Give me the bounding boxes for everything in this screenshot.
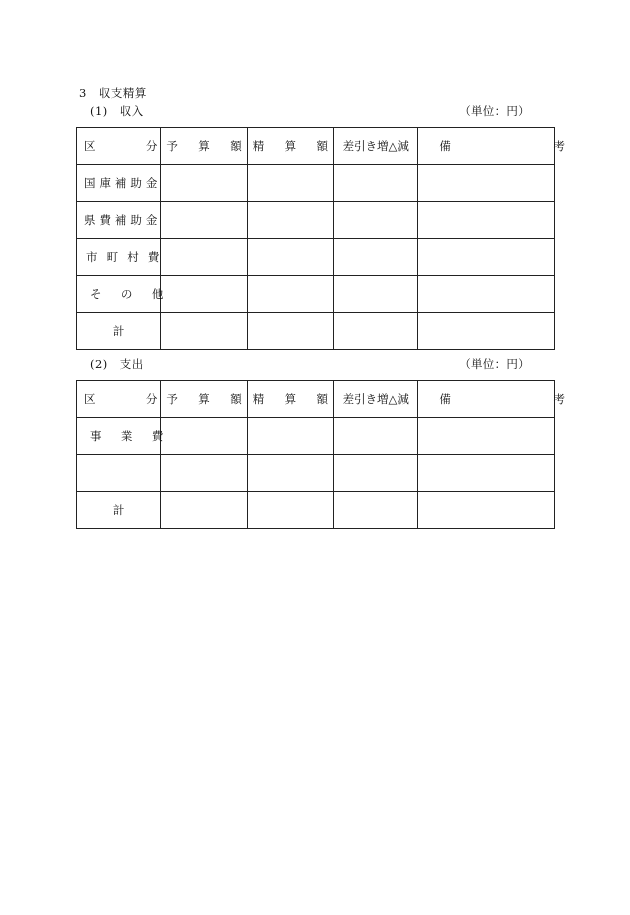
header-settlement: 精 算 額: [247, 128, 333, 165]
table-row: [77, 418, 555, 455]
header-remarks: 備 考: [418, 128, 555, 165]
table-row: [77, 492, 555, 529]
row-label-project-cost: 事 業 費: [77, 418, 161, 455]
table-row: [77, 239, 555, 276]
difference-cell[interactable]: [334, 492, 418, 529]
settlement-cell[interactable]: [247, 455, 333, 492]
header-category: 区 分: [77, 128, 161, 165]
budget-cell[interactable]: [161, 418, 247, 455]
settlement-cell[interactable]: [247, 202, 333, 239]
difference-cell[interactable]: [334, 202, 418, 239]
difference-cell[interactable]: [334, 276, 418, 313]
row-label-other: そ の 他: [77, 276, 161, 313]
settlement-cell[interactable]: [247, 239, 333, 276]
header-settlement: 精 算 額: [247, 381, 333, 418]
remarks-cell[interactable]: [418, 239, 555, 276]
budget-cell[interactable]: [161, 313, 247, 350]
settlement-cell[interactable]: [247, 165, 333, 202]
remarks-cell[interactable]: [418, 165, 555, 202]
remarks-cell[interactable]: [418, 313, 555, 350]
budget-cell[interactable]: [161, 276, 247, 313]
row-label-blank[interactable]: [77, 455, 161, 492]
table-row: [77, 455, 555, 492]
income-table: [76, 127, 565, 350]
budget-cell[interactable]: [161, 239, 247, 276]
header-budget: 予 算 額: [161, 381, 247, 418]
table-row: [77, 313, 555, 350]
budget-cell[interactable]: [161, 455, 247, 492]
table-row: [77, 276, 555, 313]
remarks-cell[interactable]: [418, 276, 555, 313]
row-label-prefectural-subsidy: 県 費 補 助 金: [77, 202, 161, 239]
remarks-cell[interactable]: [418, 455, 555, 492]
difference-cell[interactable]: [334, 165, 418, 202]
difference-cell[interactable]: [334, 418, 418, 455]
row-label-total: 計: [77, 492, 161, 529]
income-unit-label: （単位：円）: [459, 104, 530, 118]
difference-cell[interactable]: [334, 313, 418, 350]
income-subtitle: (1) 収入: [90, 104, 144, 118]
header-difference: 差引き増△減: [334, 128, 418, 165]
row-label-national-subsidy: 国 庫 補 助 金: [77, 165, 161, 202]
table-row: [77, 165, 555, 202]
settlement-cell[interactable]: [247, 418, 333, 455]
settlement-cell[interactable]: [247, 276, 333, 313]
expense-subtitle: (2) 支出: [90, 357, 144, 371]
remarks-cell[interactable]: [418, 492, 555, 529]
header-category: 区 分: [77, 381, 161, 418]
row-label-total: 計: [77, 313, 161, 350]
difference-cell[interactable]: [334, 455, 418, 492]
settlement-cell[interactable]: [247, 492, 333, 529]
row-label-municipal-cost: 市 町 村 費: [77, 239, 161, 276]
table-row: [77, 202, 555, 239]
remarks-cell[interactable]: [418, 418, 555, 455]
section-title: 3 収支精算: [79, 86, 147, 100]
income-header-row: [77, 128, 555, 165]
expense-table: [76, 380, 565, 529]
header-difference: 差引き増△減: [334, 381, 418, 418]
expense-header-row: [77, 381, 555, 418]
expense-unit-label: （単位：円）: [459, 357, 530, 371]
remarks-cell[interactable]: [418, 202, 555, 239]
budget-cell[interactable]: [161, 202, 247, 239]
budget-cell[interactable]: [161, 165, 247, 202]
settlement-cell[interactable]: [247, 313, 333, 350]
header-remarks: 備 考: [418, 381, 555, 418]
header-budget: 予 算 額: [161, 128, 247, 165]
budget-cell[interactable]: [161, 492, 247, 529]
difference-cell[interactable]: [334, 239, 418, 276]
